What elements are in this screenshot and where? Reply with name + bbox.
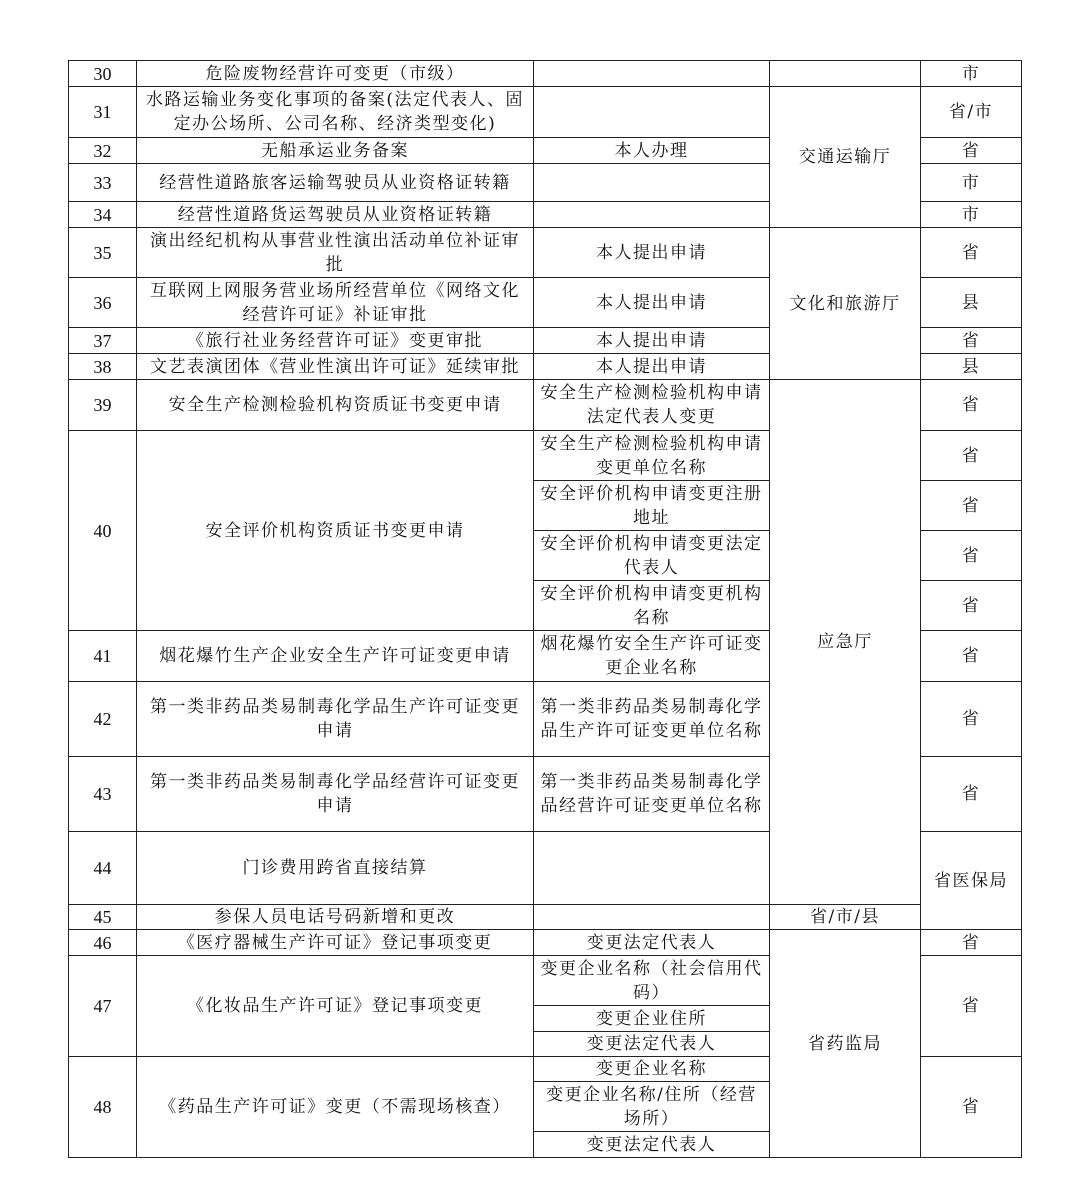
department-medical-insurance: 省医保局: [921, 832, 1022, 930]
row-number: 40: [69, 431, 137, 631]
item-name: 水路运输业务变化事项的备案(法定代表人、固定办公场所、公司名称、经济类型变化): [137, 87, 534, 138]
item-name: 文艺表演团体《营业性演出许可证》延续审批: [137, 354, 534, 380]
row-number: 48: [69, 1057, 137, 1158]
row-number: 36: [69, 278, 137, 328]
department-cell: [770, 61, 921, 87]
table-row: [69, 905, 1022, 930]
item-name: 危险废物经营许可变更（市级）: [137, 61, 534, 87]
item-name: 《化妆品生产许可证》登记事项变更: [137, 956, 534, 1057]
row-number: 30: [69, 61, 137, 87]
level-cell: 市: [921, 61, 1022, 87]
level-cell: 省: [921, 380, 1022, 431]
situation-cell: 第一类非药品类易制毒化学品生产许可证变更单位名称: [534, 682, 770, 757]
level-cell: 省: [921, 757, 1022, 832]
situation-cell: 安全评价机构申请变更机构名称: [534, 581, 770, 631]
level-cell: 省: [921, 682, 1022, 757]
level-cell: 省: [921, 956, 1022, 1057]
row-number: 38: [69, 354, 137, 380]
situation-cell: 第一类非药品类易制毒化学品经营许可证变更单位名称: [534, 757, 770, 832]
table-row: [69, 930, 1022, 956]
item-name: 第一类非药品类易制毒化学品经营许可证变更申请: [137, 757, 534, 832]
department-drug-admin: 省药监局: [770, 930, 921, 1158]
level-cell: 市: [921, 164, 1022, 202]
item-name: 安全生产检测检验机构资质证书变更申请: [137, 380, 534, 431]
item-name: 经营性道路货运驾驶员从业资格证转籍: [137, 202, 534, 228]
level-cell: 省/市: [921, 87, 1022, 138]
item-name: 安全评价机构资质证书变更申请: [137, 431, 534, 631]
situation-cell: 本人提出申请: [534, 328, 770, 354]
situation-cell: 变更企业住所: [534, 1006, 770, 1032]
situation-cell: 烟花爆竹安全生产许可证变更企业名称: [534, 631, 770, 682]
situation-cell: 本人提出申请: [534, 228, 770, 278]
level-cell: 省: [921, 328, 1022, 354]
row-number: 42: [69, 682, 137, 757]
level-cell: 县: [921, 278, 1022, 328]
situation-cell: [534, 202, 770, 228]
situation-cell: 变更法定代表人: [534, 1132, 770, 1158]
level-cell: 省: [921, 138, 1022, 164]
situation-cell: 本人办理: [534, 138, 770, 164]
document-table: [68, 60, 1022, 1158]
item-name: 无船承运业务备案: [137, 138, 534, 164]
row-number: 34: [69, 202, 137, 228]
situation-cell: 变更法定代表人: [534, 1032, 770, 1057]
item-name: 《药品生产许可证》变更（不需现场核查）: [137, 1057, 534, 1158]
row-number: 46: [69, 930, 137, 956]
row-number: 33: [69, 164, 137, 202]
level-cell: 省/市/县: [770, 905, 921, 930]
table-row: [69, 228, 1022, 278]
item-name: 经营性道路旅客运输驾驶员从业资格证转籍: [137, 164, 534, 202]
item-name: 门诊费用跨省直接结算: [137, 832, 534, 905]
table-row: [69, 87, 1022, 138]
department-culture: 文化和旅游厅: [770, 228, 921, 380]
department-emergency: 应急厅: [770, 380, 921, 905]
row-number: 47: [69, 956, 137, 1057]
item-name: 互联网上网服务营业场所经营单位《网络文化经营许可证》补证审批: [137, 278, 534, 328]
situation-cell: 变更企业名称（社会信用代码）: [534, 956, 770, 1006]
row-number: 43: [69, 757, 137, 832]
situation-cell: [534, 905, 770, 930]
row-number: 41: [69, 631, 137, 682]
item-name: 《旅行社业务经营许可证》变更审批: [137, 328, 534, 354]
situation-cell: 本人提出申请: [534, 354, 770, 380]
situation-cell: 变更法定代表人: [534, 930, 770, 956]
level-cell: 县: [921, 354, 1022, 380]
item-name: 参保人员电话号码新增和更改: [137, 905, 534, 930]
situation-cell: 安全生产检测检验机构申请变更单位名称: [534, 431, 770, 481]
row-number: 44: [69, 832, 137, 905]
situation-cell: 安全评价机构申请变更注册地址: [534, 481, 770, 531]
situation-cell: [534, 832, 770, 905]
situation-cell: 变更企业名称/住所（经营场所）: [534, 1082, 770, 1132]
situation-cell: 变更企业名称: [534, 1057, 770, 1082]
table-row: [69, 380, 1022, 431]
level-cell: 省: [921, 431, 1022, 481]
situation-cell: [534, 164, 770, 202]
row-number: 37: [69, 328, 137, 354]
situation-cell: 本人提出申请: [534, 278, 770, 328]
item-name: 烟花爆竹生产企业安全生产许可证变更申请: [137, 631, 534, 682]
level-cell: 省: [921, 1057, 1022, 1158]
situation-cell: 安全生产检测检验机构申请法定代表人变更: [534, 380, 770, 431]
table-row: [69, 61, 1022, 87]
level-cell: 省: [921, 631, 1022, 682]
row-number: 31: [69, 87, 137, 138]
level-cell: 省: [921, 581, 1022, 631]
level-cell: 省: [921, 481, 1022, 531]
row-number: 45: [69, 905, 137, 930]
level-cell: 省: [921, 930, 1022, 956]
row-number: 39: [69, 380, 137, 431]
row-number: 35: [69, 228, 137, 278]
situation-cell: [534, 61, 770, 87]
level-cell: 省: [921, 531, 1022, 581]
department-transport: 交通运输厅: [770, 87, 921, 228]
item-name: 演出经纪机构从事营业性演出活动单位补证审批: [137, 228, 534, 278]
item-name: 《医疗器械生产许可证》登记事项变更: [137, 930, 534, 956]
situation-cell: [534, 87, 770, 138]
situation-cell: 安全评价机构申请变更法定代表人: [534, 531, 770, 581]
row-number: 32: [69, 138, 137, 164]
level-cell: 省: [921, 228, 1022, 278]
item-name: 第一类非药品类易制毒化学品生产许可证变更申请: [137, 682, 534, 757]
level-cell: 市: [921, 202, 1022, 228]
